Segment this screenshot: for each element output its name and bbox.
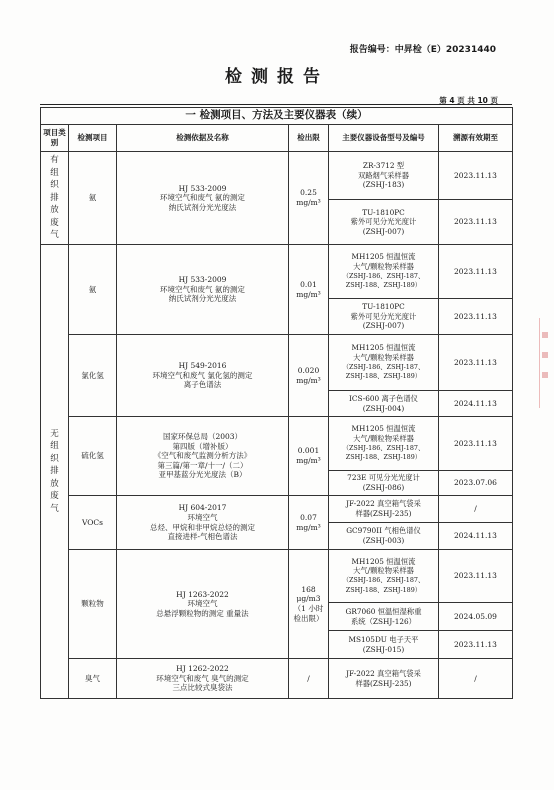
cell-line: MH1205 恒温恒流 bbox=[351, 252, 416, 262]
cell-line: MH1205 恒温恒流 bbox=[351, 343, 416, 353]
cell-line: （ZSHJ-186、ZSHJ-187、 bbox=[342, 362, 425, 371]
col-category: 项目类别 bbox=[41, 125, 69, 152]
cell-line: 检出限） bbox=[293, 613, 324, 623]
cell-line: （ZSHJ-186、ZSHJ-187、 bbox=[342, 443, 425, 452]
cell-line: 紫外可见分光光度计 bbox=[350, 217, 417, 227]
equipment-cell bbox=[329, 152, 439, 200]
cell-line: 三点比较式臭袋法 bbox=[172, 683, 233, 693]
cell-line: MS105DU 电子天平 bbox=[348, 634, 419, 644]
item-cell: 臭气 bbox=[69, 659, 117, 699]
cell-line: GR7060 恒温恒湿称重 bbox=[345, 606, 422, 616]
equipment-cell bbox=[329, 200, 439, 245]
item-cell: 氨 bbox=[69, 152, 117, 245]
method-cell bbox=[117, 245, 289, 335]
valid-date: 2023.11.13 bbox=[439, 200, 513, 245]
cell-line: 样器(ZSHJ-235) bbox=[355, 678, 412, 688]
valid-date: 2023.11.13 bbox=[439, 417, 513, 471]
equipment-cell bbox=[329, 471, 439, 496]
cell-line: （ZSHJ-186、ZSHJ-187、 bbox=[342, 576, 425, 584]
cell-line: 环境空气和废气 氨的测定 bbox=[160, 193, 245, 203]
valid-date: / bbox=[439, 659, 513, 699]
cell-line: 环境空气 bbox=[187, 512, 218, 522]
limit-cell: 0.01 mg/m³ bbox=[289, 245, 329, 335]
cell-line: 大气/颗粒物采样器 bbox=[353, 433, 414, 443]
item-cell: VOCs bbox=[69, 496, 117, 550]
cell-line: 环境空气和废气 臭气的测定 bbox=[156, 673, 249, 683]
cell-line: 723E 可见分光光度计 bbox=[347, 473, 420, 483]
cell-line: ZSHJ-188、ZSHJ-189） bbox=[345, 372, 422, 381]
category-char: 织 bbox=[50, 453, 59, 464]
cell-line: ICS-600 离子色谱仪 bbox=[349, 393, 418, 403]
cell-line: (ZSHJ-086) bbox=[362, 483, 405, 492]
report-number: 报告编号：中昇检（E）20231440 bbox=[349, 45, 496, 55]
category-organized bbox=[41, 152, 69, 245]
cell-line: 总悬浮颗粒物的测定 重量法 bbox=[156, 608, 249, 618]
valid-date: 2023.11.13 bbox=[439, 335, 513, 391]
valid-date: 2023.11.13 bbox=[439, 152, 513, 200]
methods-table bbox=[40, 107, 513, 699]
cell-line: 离子色谱法 bbox=[183, 380, 222, 390]
valid-date: 2023.11.13 bbox=[439, 245, 513, 299]
valid-date: / bbox=[439, 496, 513, 523]
valid-date: 2024.11.13 bbox=[439, 391, 513, 417]
report-title: 检测报告 bbox=[225, 67, 329, 87]
cell-line: MH1205 恒温恒流 bbox=[351, 556, 416, 566]
item-cell: 颗粒物 bbox=[69, 550, 117, 659]
item-cell: 氯化氢 bbox=[69, 335, 117, 417]
cell-line: (ZSHJ-015) bbox=[362, 644, 405, 654]
col-item: 检测项目 bbox=[69, 125, 117, 152]
cell-line: 纳氏试剂分光光度法 bbox=[168, 294, 237, 304]
cell-line: 双路烟气采样器 bbox=[357, 170, 410, 180]
cell-line: （1 小时 bbox=[293, 604, 324, 613]
page-info: 第 4 页 共 10 页 bbox=[439, 96, 498, 105]
col-valid: 溯源有效期至 bbox=[439, 125, 513, 152]
cell-line: 环境空气和废气 氨的测定 bbox=[160, 284, 245, 294]
valid-date: 2023.11.13 bbox=[439, 631, 513, 659]
cell-line: 第四版（增补版） bbox=[172, 441, 233, 451]
limit-cell: 0.001 mg/m³ bbox=[289, 417, 329, 496]
method-cell bbox=[117, 335, 289, 417]
equipment-cell bbox=[329, 299, 439, 335]
equipment-cell bbox=[329, 335, 439, 391]
cell-line: HJ 549-2016 bbox=[178, 361, 227, 371]
valid-date: 2024.11.13 bbox=[439, 523, 513, 550]
category-char: 组 bbox=[50, 167, 59, 178]
cell-line: (ZSHJ-007) bbox=[362, 321, 405, 331]
category-char: 排 bbox=[50, 466, 59, 477]
cell-line: 环境空气和废气 氯化氢的测定 bbox=[152, 370, 253, 380]
col-method: 检测依据及名称 bbox=[117, 125, 289, 152]
valid-date: 2023.11.13 bbox=[439, 550, 513, 603]
equipment-cell bbox=[329, 603, 439, 631]
cell-line: HJ 1263-2022 bbox=[176, 589, 229, 599]
equipment-cell bbox=[329, 659, 439, 699]
cell-line: (ZSHJ-004) bbox=[362, 403, 405, 413]
method-cell bbox=[117, 417, 289, 496]
cell-line: 大气/颗粒物采样器 bbox=[353, 352, 414, 362]
category-char: 放 bbox=[50, 478, 59, 489]
category-char: 气 bbox=[50, 230, 59, 241]
cell-line: 大气/颗粒物采样器 bbox=[353, 566, 414, 576]
equipment-cell bbox=[329, 496, 439, 523]
cell-line: TU-1810PC bbox=[362, 207, 405, 217]
category-unorganized bbox=[41, 245, 69, 699]
cell-line: 直接进样-气相色谱法 bbox=[167, 532, 238, 542]
category-char: 排 bbox=[50, 192, 59, 203]
cell-line: GC9790II 气相色谱仪 bbox=[346, 526, 421, 536]
item-cell: 硫化氢 bbox=[69, 417, 117, 496]
cell-line: 《空气和废气监测分析方法》 bbox=[153, 451, 252, 461]
cell-line: ZSHJ-188、ZSHJ-189） bbox=[345, 453, 422, 462]
category-char: 有 bbox=[50, 155, 59, 166]
cell-line: JF-2022 真空箱气袋采 bbox=[346, 668, 421, 678]
limit-cell: / bbox=[289, 659, 329, 699]
valid-date: 2023.07.06 bbox=[439, 471, 513, 496]
cell-line: 总烃、甲烷和非甲烷总烃的测定 bbox=[150, 522, 255, 532]
section-title: 一 检测项目、方法及主要仪器表（续） bbox=[41, 108, 513, 125]
col-equipment: 主要仪器设备型号及编号 bbox=[329, 125, 439, 152]
category-char: 放 bbox=[50, 205, 59, 216]
cell-line: （ZSHJ-186、ZSHJ-187、 bbox=[342, 271, 425, 280]
item-cell: 氨 bbox=[69, 245, 117, 335]
cell-line: HJ 1262-2022 bbox=[176, 664, 229, 674]
cell-line: ZR-3712 型 bbox=[362, 161, 405, 171]
equipment-cell bbox=[329, 391, 439, 417]
category-char: 无 bbox=[50, 428, 59, 439]
category-char: 组 bbox=[50, 441, 59, 452]
method-cell bbox=[117, 496, 289, 550]
cell-line: 样器(ZSHJ-235) bbox=[355, 509, 412, 518]
cell-line: 亚甲基蓝分光光度法（B） bbox=[158, 470, 247, 480]
category-char: 废 bbox=[50, 491, 59, 502]
cell-line: (ZSHJ-183) bbox=[362, 180, 405, 190]
cell-line: ZSHJ-188、ZSHJ-189） bbox=[345, 281, 422, 290]
limit-cell: 0.25 mg/m³ bbox=[289, 152, 329, 245]
cell-line: 纳氏试剂分光光度法 bbox=[168, 202, 237, 212]
valid-date: 2023.11.13 bbox=[439, 299, 513, 335]
cell-line: 紫外可见分光光度计 bbox=[350, 311, 417, 321]
cell-line: JF-2022 真空箱气袋采 bbox=[346, 499, 421, 509]
cell-line: MH1205 恒温恒流 bbox=[351, 424, 416, 434]
cell-line: 环境空气 bbox=[187, 599, 218, 609]
valid-date: 2024.05.09 bbox=[439, 603, 513, 631]
equipment-cell bbox=[329, 523, 439, 550]
cell-line: ZSHJ-188、ZSHJ-189） bbox=[345, 585, 422, 594]
equipment-cell bbox=[329, 417, 439, 471]
category-char: 织 bbox=[50, 180, 59, 191]
cell-line: TU-1810PC bbox=[362, 302, 405, 312]
cell-line: 第三篇/第一章/十一/（二） bbox=[157, 460, 248, 470]
category-char: 气 bbox=[50, 503, 59, 514]
equipment-cell bbox=[329, 550, 439, 603]
method-cell bbox=[117, 550, 289, 659]
cell-line: (ZSHJ-007) bbox=[362, 226, 405, 236]
limit-cell: 0.07 mg/m³ bbox=[289, 496, 329, 550]
cell-line: μg/m3 bbox=[296, 594, 321, 604]
cell-line: HJ 533-2009 bbox=[178, 275, 227, 285]
header-rule bbox=[40, 104, 512, 105]
method-cell bbox=[117, 152, 289, 245]
cell-line: HJ 533-2009 bbox=[178, 183, 227, 193]
cell-line: 大气/颗粒物采样器 bbox=[353, 261, 414, 271]
category-char: 废 bbox=[50, 217, 59, 228]
cell-line: (ZSHJ-003) bbox=[362, 536, 405, 545]
cell-line: 168 bbox=[301, 584, 316, 594]
col-limit: 检出限 bbox=[289, 125, 329, 152]
cell-line: 国家环保总局（2003） bbox=[162, 432, 243, 442]
equipment-cell bbox=[329, 245, 439, 299]
cell-line: HJ 604-2017 bbox=[178, 503, 227, 513]
limit-cell: 0.020 mg/m³ bbox=[289, 335, 329, 417]
cell-line: 系统（ZSHJ-126） bbox=[351, 616, 416, 626]
edge-seal-stamp bbox=[539, 318, 550, 408]
limit-cell bbox=[289, 550, 329, 659]
method-cell bbox=[117, 659, 289, 699]
equipment-cell bbox=[329, 631, 439, 659]
